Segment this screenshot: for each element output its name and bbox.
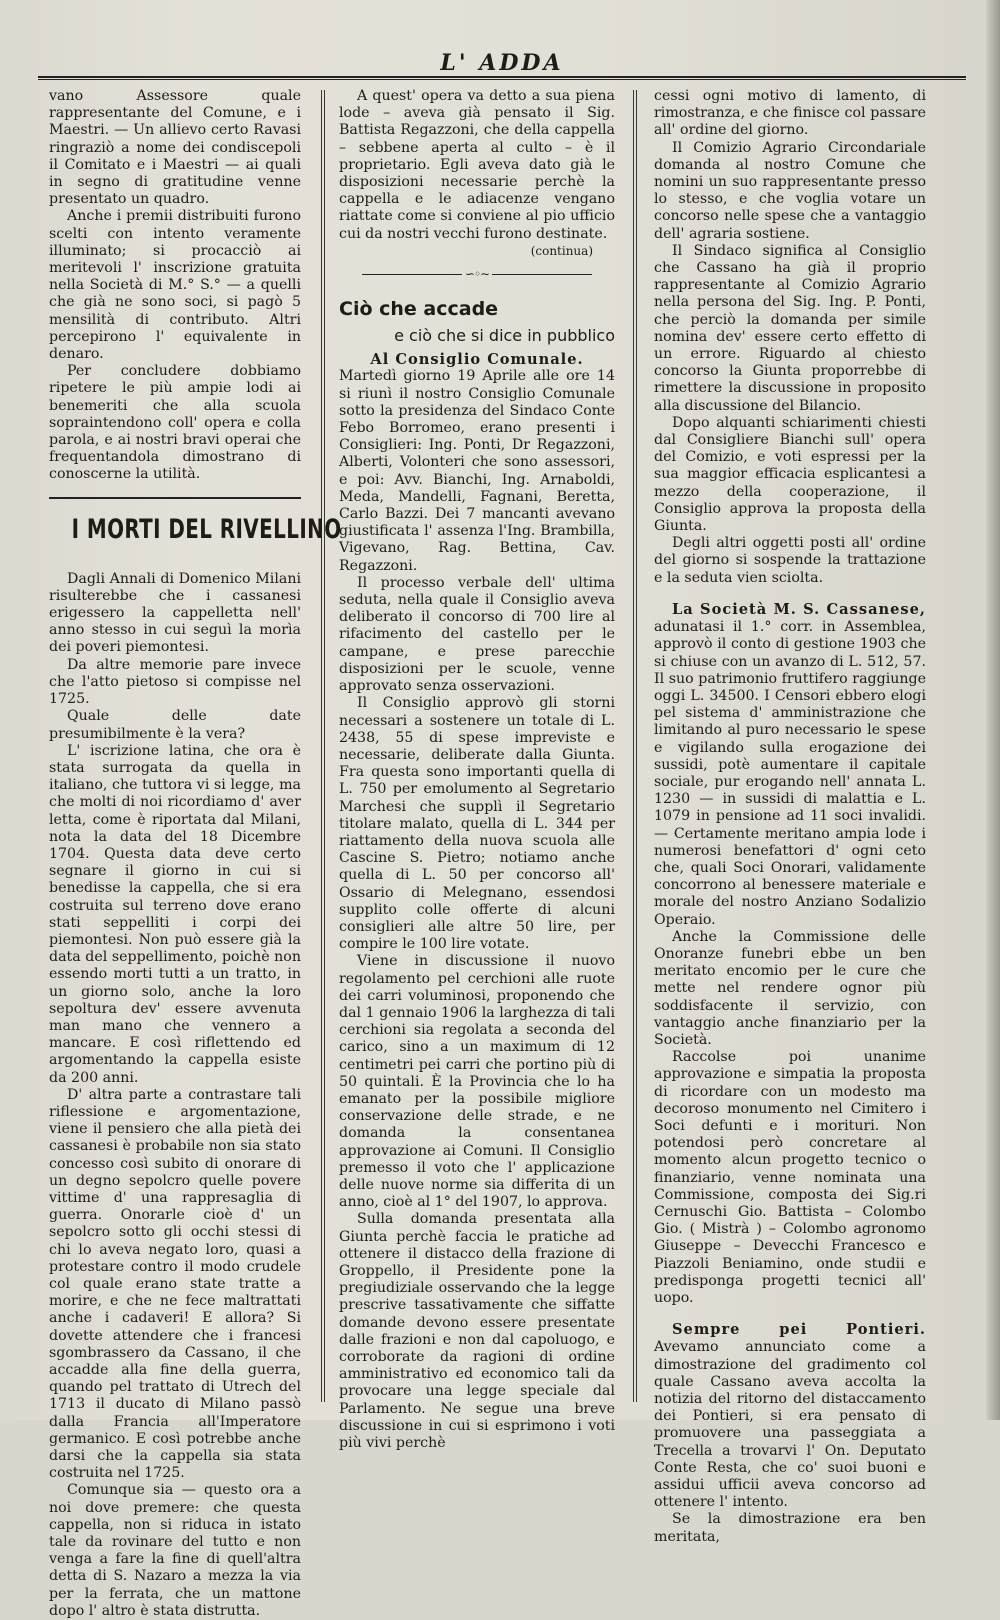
masthead-title: L' ADDA xyxy=(440,50,564,76)
paragraph: Viene in discussione il nuovo regolamento pel cerchioni alle ruote dei carri voluminosi, proponendo che dal 1 gennaio 1906 la larghezza di tali cerchioni sia regolata a seconda del carico, sino a un maximum di 12 centimetri pei carri che portino più di 50 quintali. È la Provincia che lo ha emanato per la possibile migliore conservazione delle strade, e ne domanda la consentanea approvazione ai Comuni. Il Consiglio premesso il voto che l' applicazione delle nuove norme sia differita di un anno, cioè al 1° del 1907, lo approva. xyxy=(339,953,615,1211)
paragraph: D' altra parte a contrastare tali riflessione e argomentazione, viene il pensiero che alla pietà dei cassanesi è probabile non sia stato concesso così subito di onorare di un degno sepolcro quelle povere vittime d' una rappresaglia di guerra. Onorarle cioè d' un sepolcro sotto gli occhi stessi di chi lo aveva negato loro, quasi a protestare contro il modo crudele col quale erano state tratte a morire, e che ne fece maltrattati anche i cadaveri! E allora? Si dovette attendere che i francesi sgombrassero da Cassano, il che accadde alla fine della guerra, quando pel trattato di Utrech del 1713 il ducato di Milano passò dalla Francia all'Imperatore germanico. E così potrebbe anche darsi che la cappella sia stata costruita nel 1725. xyxy=(49,1086,301,1482)
paragraph-text: Avevamo annunciato come a dimostrazione del gradimento col quale Cassano aveva accolta la notizia del ritorno del distaccamento dei Pontieri, si era pensato di promuovere una passeggiata a Trecella a trovarvi l' On. Deputato Conte Resta, che co' suoi buoni e assidui ufficii aveva concorso ad ottenere l' intento. xyxy=(654,1339,926,1511)
column-divider xyxy=(633,90,637,1402)
paragraph: vano Assessore quale rappresentante del Comune, e i Maestri. — Un allievo certo Ravasi ringraziò a nome dei condiscepoli il Comitato e i Maestri — ai quali in segno di gratitudine venne presentato un quadro. xyxy=(49,88,301,208)
paragraph: Degli altri oggetti posti all' ordine del giorno si sospende la trattazione e la seduta vien sciolta. xyxy=(654,535,926,586)
article-headline: I MORTI DEL RIVELLINO xyxy=(71,513,342,545)
paragraph: Anche la Commissione delle Onoranze funebri ebbe un ben meritato encomio per le cure che mette nel rendere ognor più soddisfacente il servizio, con vantaggio anche finanziario per la Società. xyxy=(654,928,926,1048)
column-1 xyxy=(49,88,342,1619)
paragraph: Dagli Annali di Domenico Milani risulterebbe che i cassanesi erigessero la cappelletta nell' anno stesso in cui seguì la morìa dei poveri piemontesi. xyxy=(49,570,301,656)
paragraph: Raccolse poi unanime approvazione e simpatia la proposta di ricordare con un modesto ma decoroso monumento nel Cimitero i Soci defunti e i morituri. Non potendosi però concretare al momento alcun progetto tecnico o finanziario, venne nominata una Commissione, composta dei Sig.ri Cernuschi Gio. Battista – Colombo Gio. ( Mistrà ) – Colombo agronomo Giuseppe – Devecchi Francesco e Piazzoli Beniamino, onde studii e predisponga progetti tecnici all' uopo. xyxy=(654,1049,926,1307)
column-divider xyxy=(321,90,325,1402)
run-in-heading: La Società M. S. Cassanese, xyxy=(672,600,926,618)
paragraph: Dopo alquanti schiarimenti chiesti dal Consigliere Bianchi sull' opera del Comizio, e voti espressi per la sua maggior efficacia esplicantesi a mezzo della cooperazione, il Consiglio approva la proposta della Giunta. xyxy=(654,414,926,535)
paragraph: Il Comizio Agrario Circondariale domanda al nostro Comune che nomini un suo rappresentante presso lo stesso, e che voglia votare un concorso nelle spese che a vantaggio dell' agraria sostiene. xyxy=(654,139,926,242)
masthead-rule xyxy=(38,76,966,80)
run-in-heading: Al Consiglio Comunale. xyxy=(370,351,584,369)
masthead xyxy=(38,52,966,74)
paragraph: Da altre memorie pare invece che l'atto pietoso si compisse nel 1725. xyxy=(49,656,301,708)
paragraph-with-heading xyxy=(654,601,926,929)
paragraph: A quest' opera va detto a sua piena lode – aveva già pensato il Sig. Battista Regazzoni, che della cappella – sebbene aperta al culto – è il proprietario. Egli aveva dato già le disposizioni necessarie perchè la cappella e le adiacenze vengano riattate come si conviene al pio ufficio cui da nostri vecchi furono destinate. xyxy=(339,88,615,242)
paragraph: Martedì giorno 19 Aprile alle ore 14 si riunì il nostro Consiglio Comunale sotto la presidenza del Sindaco Conte Febo Borromeo, erano presenti i Consiglieri: Ing. Ponti, Dr Regazzoni, Alberti, Volonteri che sono assessori, e poi: Avv. Bianchi, Ing. Arnaboldi, Meda, Mandelli, Fagnani, Beretta, Carlo Bazzi. Dei 7 mancanti avevano giustificata l' assenza l'Ing. Brambilla, Vigevano, Rag. Bettina, Cav. Regazzoni. xyxy=(339,368,615,574)
continua-note: (continua) xyxy=(530,243,593,258)
paragraph: Per concludere dobbiamo ripetere le più ampie lodi ai benemeriti che alla scuola sopraintendono coll' opera e colla parola, e ai nostri bravi operai che frequentandola dimostrano di conoscerne la utilità. xyxy=(49,363,301,483)
paragraph: L' iscrizione latina, che ora è stata surrogata da quella in italiano, che tuttora vi si legge, ma che molti di noi ricordiamo d' aver letta, come è riportata dal Milani, nota la data del 18 Dicembre 1704. Questa data deve certo segnare il giorno in cui si benedisse la cappella, che si era costruita sul terreno dove erano stati seppelliti i corpi dei piemontesi. Non può essere già la data del seppellimento, poichè non essendo morti tutti a un tratto, in un giorno solo, anche la loro sepoltura dev' essere avvenuta man mano che vennero a mancare. E così riflettendo ed argomentando la cappella esiste da 200 anni. xyxy=(49,742,301,1086)
paragraph: cessi ogni motivo di lamento, di rimostranza, e che finisce col passare all' ordine del giorno. xyxy=(654,88,926,139)
section-title: Ciò che accade xyxy=(339,298,499,321)
page-edge-shadow xyxy=(986,0,1000,1420)
paragraph-text: adunatasi il 1.° corr. in Assemblea, approvò il conto di gestione 1903 che si chiuse con un avanzo di L. 512, 57. Il suo patrimonio fruttifero raggiunge oggi L. 34500. I Censori ebbero elogi pel sistema d' amministrazione che limitando al puro necessario le spese e vigilando sulla erogazione dei sussidi, potè aumentare il capitale sociale, pur erogando nell' annata L. 1230 — in sussidi di malattia e L. 1079 in pensione ad 11 soci invalidi. — Certamente meritano ampia lode i numerosi benefattori d' ogni ceto che, quali Soci Onorari, validamente concorrono al benessere materiale e morale del nostro Anziano Sodalizio Operaio. xyxy=(654,619,926,928)
paragraph: Anche i premii distribuiti furono scelti con intento veramente illuminato; si procacciò ai meritevoli l' inscrizione gratuita nella Società di M.° S.° — a quelli che già ne sono soci, si pagò 5 mensilità di contributo. Altri percepirono l' equivalente in denaro. xyxy=(49,208,301,363)
paragraph: Il processo verbale dell' ultima seduta, nella quale il Consiglio aveva deliberato il concorso di 700 lire al rifacimento del castello per le campane, e prese parecchie disposizioni per le scuole, venne approvato senza osservazioni. xyxy=(339,574,615,695)
paragraph: Quale delle date presumibilmente è la vera? xyxy=(49,708,301,742)
paragraph: Sulla domanda presentata alla Giunta perchè faccia le pratiche ad ottenere il distacco della frazione di Groppello, il Presidente pone la pregiudiziale osservando che la legge prescrive tassativamente che siffatte domande devono essere presentate dalle frazioni e non dal capoluogo, e corroborate da ragioni di ordine amministrativo ed economico tali da provocare una legge speciale dal Parlamento. Ne segue una breve discussione in cui si esprimono i voti più vivi perchè xyxy=(339,1211,615,1452)
paragraph: Comunque sia — questo ora a noi dove premere: che questa cappella, non si riduca in istato tale da rovinare del tutto e non venga a fare la fine di quell'altra detta di S. Nazaro a mezza la via per la ferrata, che un mattone dopo l' altro è stata distrutta. xyxy=(49,1482,301,1619)
run-in-heading: Sempre pei Pontieri. xyxy=(672,1321,926,1339)
paragraph-with-heading xyxy=(654,1321,926,1511)
section-rule xyxy=(49,497,301,499)
section-subtitle: e ciò che si dice in pubblico xyxy=(394,326,615,346)
paragraph: Il Sindaco significa al Consiglio che Cassano ha già il proprio rappresentante al Comizio Agrario nella persona del Sig. Ing. P. Ponti, che perciò la domanda per simile nomina dev' essere certo effetto di un errore. Riguardo al chiesto concorso la Giunta proporrebbe di rimettere la discussione in proposito alla discussione del Bilancio. xyxy=(654,242,926,414)
column-3 xyxy=(654,88,926,1545)
paragraph: Se la dimostrazione era ben meritata, xyxy=(654,1511,926,1545)
ornament-divider: ∽◦∼ xyxy=(339,266,615,283)
paragraph: Il Consiglio approvò gli storni necessari a sostenere un totale di L. 2438, 55 di spese impreviste e necessarie, deliberate dalla Giunta. Fra questa sono importanti quella di L. 750 per emolumento al Segretario Marchesi che supplì il Segretario titolare malato, quella di L. 344 per riattamento della nuova scuola alle Cascine S. Pietro; notiamo anche quella di L. 50 per concorso all' Ossario di Melegnano, essendosi supplito colle offerte di alcuni consiglieri alle altre 50 lire, per compire le 100 lire votate. xyxy=(339,695,615,953)
column-2 xyxy=(339,88,615,1452)
